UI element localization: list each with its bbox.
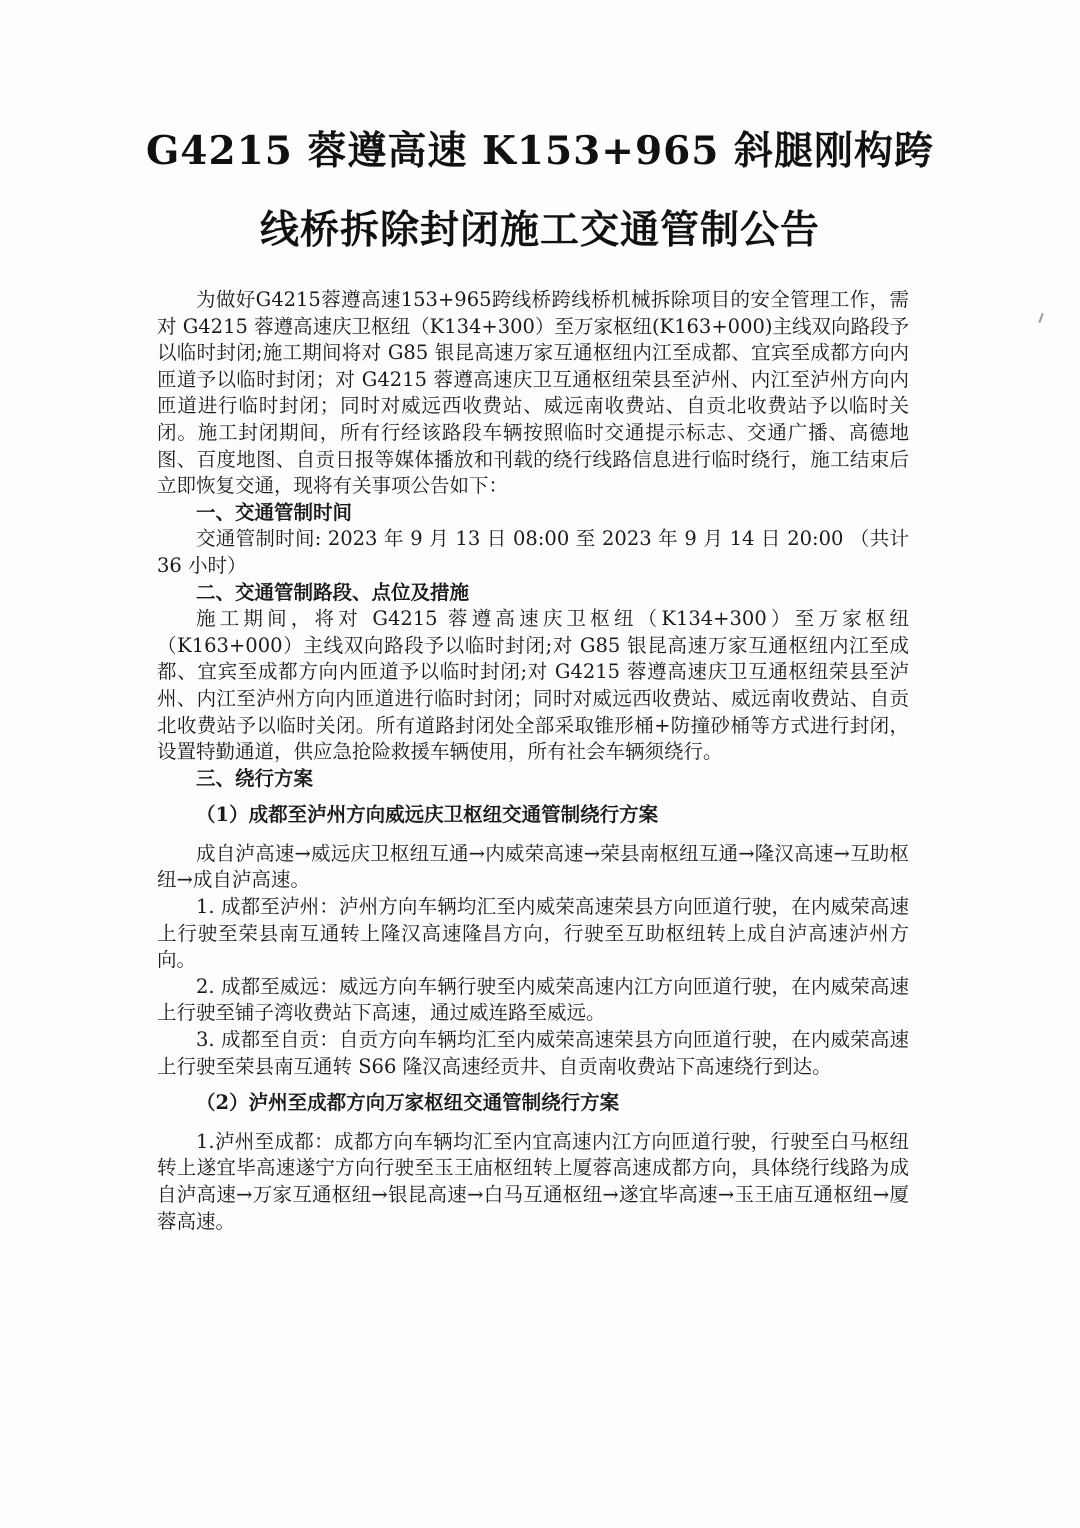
plan1-heading: （1）成都至泸州方向威远庆卫枢纽交通管制绕行方案 (196, 803, 659, 827)
plan1-item: 2. 成都至威远：威远方向车辆行驶至内威荣高速内江方向匝道行驶，在内威荣高速上行驶至铺子湾收费站下高速，通过威连路至威远。 (157, 974, 909, 1025)
intro-paragraph: 为做好G4215蓉遵高速153+965跨线桥跨线桥机械拆除项目的安全管理工作，需对 G4215 蓉遵高速庆卫枢纽（K134+300）至万家枢纽(K163+000)主线双向路段予以临时封闭;施工期间将对 G85 银昆高速万家互通枢纽内江至成都、宜宾至成都方向内匝道予以临时封闭；对 G4215 蓉遵高速庆卫互通枢纽荣县至泸州、内江至泸州方向内匝道进行临时封闭；同时对威远西收费站、威远南收费站、自贡北收费站予以临时关闭。施工封闭期间，所有行经该路段车辆按照临时交通提示标志、交通广播、高德地图、百度地图、自贡日报等媒体播放和刊载的绕行线路信息进行临时绕行，施工结束后立即恢复交通，现将有关事项公告如下： (157, 288, 910, 498)
section2-text: 施工期间，将对 G4215 蓉遵高速庆卫枢纽（K134+300）至万家枢纽（K163+000）主线双向路段予以临时封闭;对 G85 银昆高速万家互通枢纽内江至成都、宜宾至成都方向内匝道予以临时封闭;对 G4215 蓉遵高速庆卫互通枢纽荣县至泸州、内江至泸州方向内匝道进行临时封闭；同时对威远西收费站、威远南收费站、自贡北收费站予以临时关闭。所有道路封闭处全部采取锥形桶+防撞砂桶等方式进行封闭，设置特勤通道，供应急抢险救援车辆使用，所有社会车辆须绕行。 (157, 607, 909, 764)
section2-heading: 二、交通管制路段、点位及措施 (196, 580, 470, 604)
plan1-route: 成自泸高速→威远庆卫枢纽互通→内威荣高速→荣县南枢纽互通→隆汉高速→互助枢纽→成自泸高速。 (157, 841, 909, 892)
plan1-item: 1. 成都至泸州：泸州方向车辆均汇至内威荣高速荣县方向匝道行驶，在内威荣高速上行驶至荣县南互通转上隆汉高速隆昌方向，行驶至互助枢纽转上成自泸高速泸州方向。 (157, 895, 909, 972)
document-body (157, 287, 909, 1235)
section1-heading: 一、交通管制时间 (196, 500, 353, 524)
plan2-heading: （2）泸州至成都方向万家枢纽交通管制绕行方案 (196, 1091, 620, 1115)
section1-text: 交通管制时间: 2023 年 9 月 13 日 08:00 至 2023 年 9 月 14 日 20:00 （共计 36 小时） (157, 527, 909, 577)
scan-mark (1038, 313, 1043, 323)
section3-heading: 三、绕行方案 (196, 766, 314, 790)
plan2-item: 1.泸州至成都：成都方向车辆均汇至内宜高速内江方向匝道行驶，行驶至白马枢纽转上遂宜毕高速遂宁方向行驶至玉王庙枢纽转上厦蓉高速成都方向，具体绕行线路为成自泸高速→万家互通枢纽→银昆高速→白马互通枢纽→遂宜毕高速→玉王庙互通枢纽→厦蓉高速。 (157, 1129, 909, 1233)
document-title-line1: G4215 蓉遵高速 K153+965 斜腿刚构跨 (146, 128, 934, 174)
plan1-item: 3. 成都至自贡：自贡方向车辆均汇至内威荣高速荣县方向匝道行驶，在内威荣高速上行驶至荣县南互通转 S66 隆汉高速经贡井、自贡南收费站下高速绕行到达。 (157, 1028, 909, 1078)
document-title-line2: 线桥拆除封闭施工交通管制公告 (259, 207, 820, 253)
